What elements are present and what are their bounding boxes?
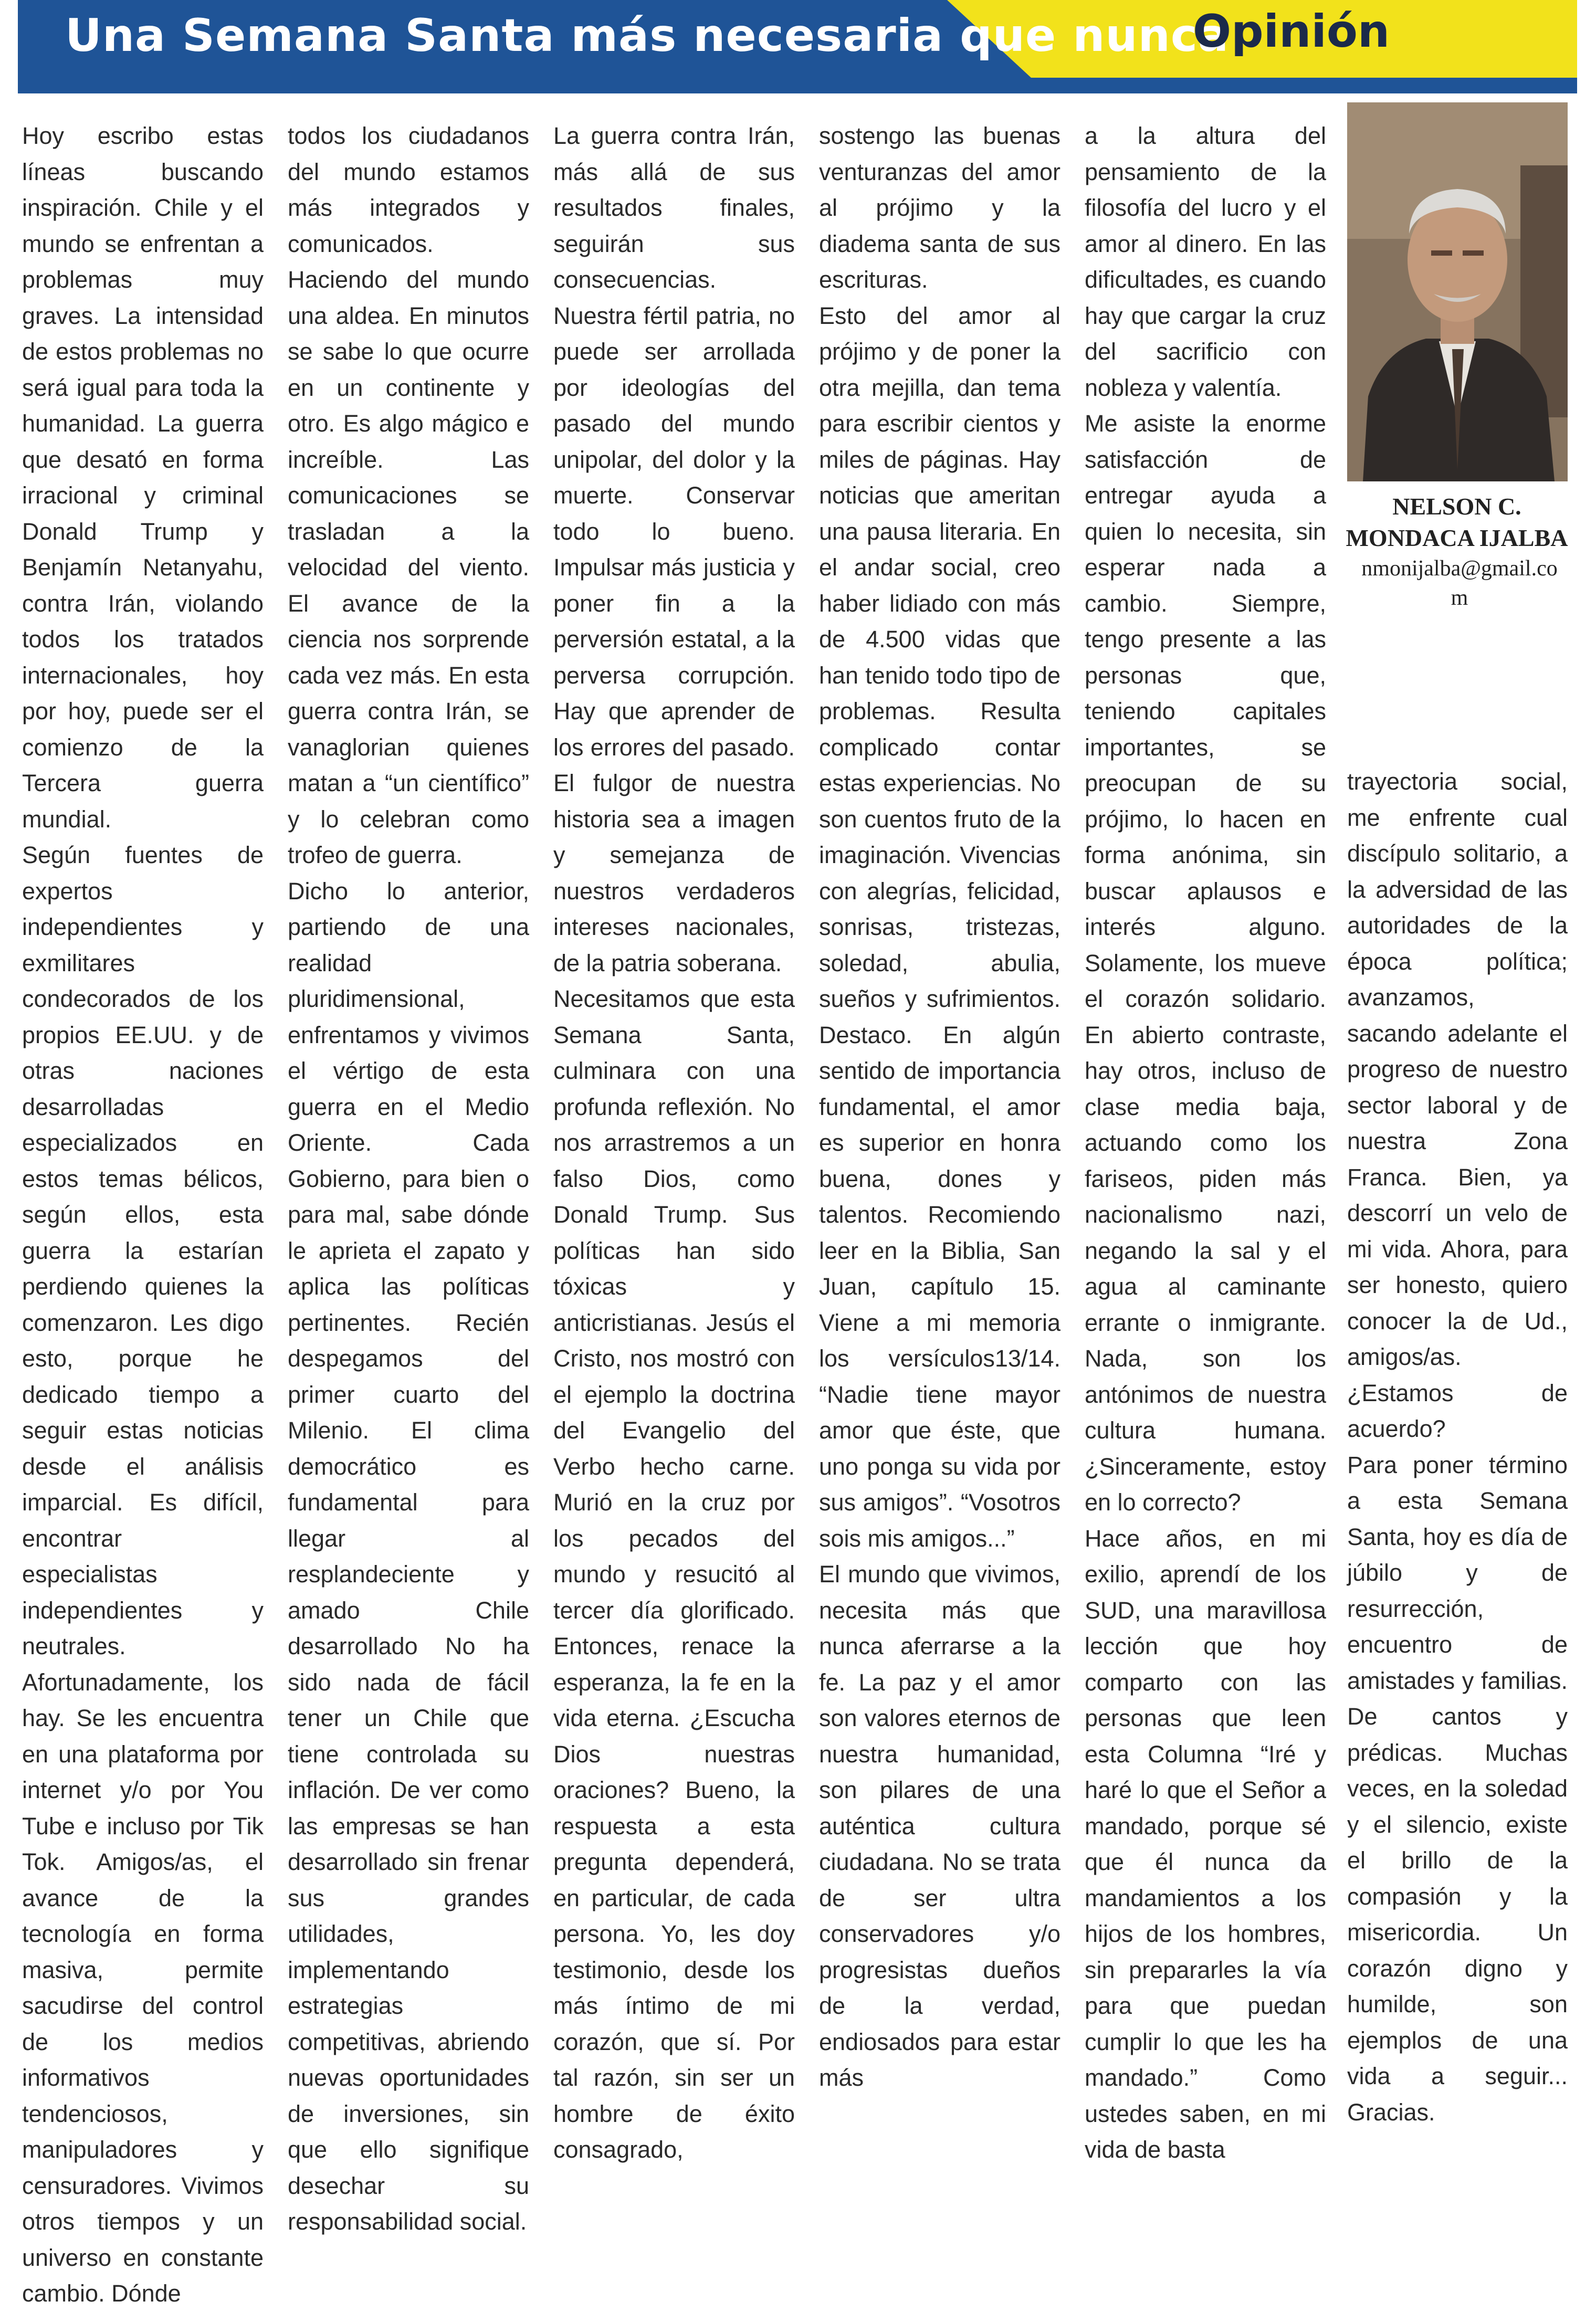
article-column-3 [553, 118, 795, 2168]
paragraph: El mundo que vivimos, necesita más que nunca aferrarse a la fe. La paz y el amor son valores eternos de nuestra humanidad, son pilares de una auténtica cultura ciudadana. No se trata de ser ultra conservadores y/o progresistas dueños de la verdad, endiosados para estar más [819, 1561, 1060, 2091]
paragraph: La guerra contra Irán, más allá de sus resultados finales, seguirán sus consecuencias. Nuestra fértil patria, no puede ser arrollada por ideologías del pasado del mundo unipolar, del dolor y la muerte. Conservar todo lo bueno. Impulsar más justicia y poner fin a la perversión estatal, a la perversa corrupción. Hay que aprender de los errores del pasado. El fulgor de nuestra historia sea a imagen y semejanza de nuestros verdaderos intereses nacionales, de la patria soberana. [553, 122, 795, 976]
paragraph: Necesitamos que esta Semana Santa, culminara con una profunda reflexión. No nos arrastremos a un falso Dios, como Donald Trump. Sus políticas han sido tóxicas y anticristianas. Jesús el Cristo, nos mostró con el ejemplo la doctrina del Evangelio del Verbo hecho carne. Murió en la cruz por los pecados del mundo y resucitó al tercer día glorificado. Entonces, renace la esperanza, la fe en la vida eterna. ¿Escucha Dios nuestras oraciones? Bueno, la respuesta a esta pregunta dependerá, en particular, de cada persona. Yo, les doy testimonio, desde los más íntimo de mi corazón, que sí. Por tal razón, sin ser un hombre de éxito consagrado, [553, 985, 795, 2163]
author-name-line2: MONDACA IJALBA [1346, 524, 1568, 551]
header-banner [18, 0, 1577, 93]
paragraph: Hace años, en mi exilio, aprendí de los SUD, una maravillosa lección que hoy comparto con las personas que leen esta Columna “Iré y haré lo que el Señor a mandado, porque sé que él nunca da mandamientos a los hijos de los hombres, sin prepararles la vía para que puedan cumplir lo que les ha mandado.” Como ustedes saben, en mi vida de basta [1085, 1525, 1326, 2163]
paragraph: Hoy escribo estas líneas buscando inspiración. Chile y el mundo se enfrentan a problemas muy graves. La intensidad de estos problemas no será igual para toda la humanidad. La guerra que desató en forma irracional y criminal Donald Trump y Benjamín Netanyahu, contra Irán, violando todos los tratados internacionales, hoy por hoy, puede ser el comienzo de la Tercera guerra mundial. [22, 122, 264, 833]
author-name [1334, 491, 1580, 554]
author-email[interactable]: nmonijalba@gmail.com [1361, 556, 1558, 610]
paragraph: Me asiste la enorme satisfacción de entregar ayuda a quien lo necesita, sin esperar nada a cambio. Siempre, tengo presente a las personas que, teniendo capitales importantes, se preocupan de su prójimo, lo hacen en forma anónima, sin buscar aplausos e interés alguno. Solamente, los mueve el corazón solidario. En abierto contraste, hay otros, incluso de clase media baja, actuando como los fariseos, piden más nacionalismo nazi, negando la sal y el agua al caminante errante o inmigrante. Nada, son los antónimos de nuestra cultura humana. ¿Sinceramente, estoy en lo correcto? [1085, 410, 1326, 1516]
paragraph: trayectoria social, me enfrente cual discípulo solitario, a la adversidad de las autoridades de la época política; avanzamos, sacando adelante el progreso de nuestro sector laboral y de nuestra Zona Franca. Bien, ya descorrí un velo de mi vida. Ahora, para ser honesto, quiero conocer la de Ud., amigos/as. ¿Estamos de acuerdo? [1347, 768, 1568, 1442]
paragraph: Dicho lo anterior, partiendo de una realidad pluridimensional, enfrentamos y vivimos el vértigo de esta guerra en el Medio Oriente. Cada Gobierno, para bien o para mal, sabe dónde le aprieta el zapato y aplica las políticas pertinentes. Recién despegamos del primer cuarto del Milenio. El clima democrático es fundamental para llegar al resplandeciente y amado Chile desarrollado No ha sido nada de fácil tener un Chile que tiene controlada su inflación. De ver como las empresas se han desarrollado sin frenar sus grandes utilidades, implementando estrategias competitivas, abriendo nuevas oportunidades de inversiones, sin que ello signifique desechar su responsabilidad social. [288, 877, 529, 2235]
paragraph: Esto del amor al prójimo y de poner la otra mejilla, dan tema para escribir cientos y miles de páginas. Hay noticias que ameritan una pausa literaria. En el andar social, creo haber lidiado con más de 4.500 vidas que han tenido todo tipo de problemas. Resulta complicado contar estas experiencias. No son cuentos fruto de la imaginación. Vivencias con alegrías, felicidad, sonrisas, tristezas, soledad, abulia, sueños y sufrimientos. Destaco. En algún sentido de importancia fundamental, el amor es superior en honra buena, dones y talentos. Recomiendo leer en la Biblia, San Juan, capítulo 15. Viene a mi memoria los versículos13/14. “Nadie tiene mayor amor que éste, que uno ponga su vida por sus amigos”. “Vosotros sois mis amigos...” [819, 302, 1060, 1552]
article-column-5 [1085, 118, 1326, 2168]
paragraph: Según fuentes de expertos independientes y exmilitares condecorados de los propios EE.UU. y de otras naciones desarrolladas especializados en estos temas bélicos, según ellos, esta guerra la estarían perdiendo quienes la comenzaron. Les digo esto, porque he dedicado tiempo a seguir estas noticias desde el análisis imparcial. Es difícil, encontrar especialistas independientes y neutrales. Afortunadamente, los hay. Se les encuentra en una plataforma por internet y/o por You Tube e incluso por Tik Tok. Amigos/as, el avance de la tecnología en forma masiva, permite sacudirse del control de los medios informativos tendenciosos, manipuladores y censuradores. Vivimos otros tiempos y un universo en constante cambio. Dónde [22, 842, 264, 2307]
section-label: Opinión [1193, 5, 1390, 58]
article-column-6 [1347, 764, 1568, 2130]
paragraph: a la altura del pensamiento de la filosofía del lucro y el amor al dinero. En las dificultades, es cuando hay que cargar la cruz del sacrificio con nobleza y valentía. [1085, 122, 1326, 401]
author-name-line1: NELSON C. [1392, 493, 1521, 520]
article-column-1 [22, 118, 264, 2312]
paragraph: Para poner término a esta Semana Santa, hoy es día de júbilo y de resurrección, encuentro de amistades y familias. De cantos y prédicas. Muchas veces, en la soledad y el silencio, existe el brillo de la compasión y la misericordia. Un corazón digno y humilde, son ejemplos de una vida a seguir... Gracias. [1347, 1451, 1568, 2126]
paragraph: todos los ciudadanos del mundo estamos más integrados y comunicados. Haciendo del mundo una aldea. En minutos se sabe lo que ocurre en un continente y otro. Es algo mágico e increíble. Las comunicaciones se trasladan a la velocidad del viento. El avance de la ciencia nos sorprende cada vez más. En esta guerra contra Irán, se vanaglorian quienes matan a “un científico” y lo celebran como trofeo de guerra. [288, 122, 529, 868]
article-column-2 [288, 118, 529, 2240]
author-photo [1347, 102, 1568, 481]
article-column-4 [819, 118, 1060, 2096]
article-title: Una Semana Santa más necesaria que nunca [65, 9, 1229, 62]
author-portrait-icon [1347, 102, 1568, 481]
paragraph: sostengo las buenas venturanzas del amor al prójimo y la diadema santa de sus escrituras. [819, 122, 1060, 293]
